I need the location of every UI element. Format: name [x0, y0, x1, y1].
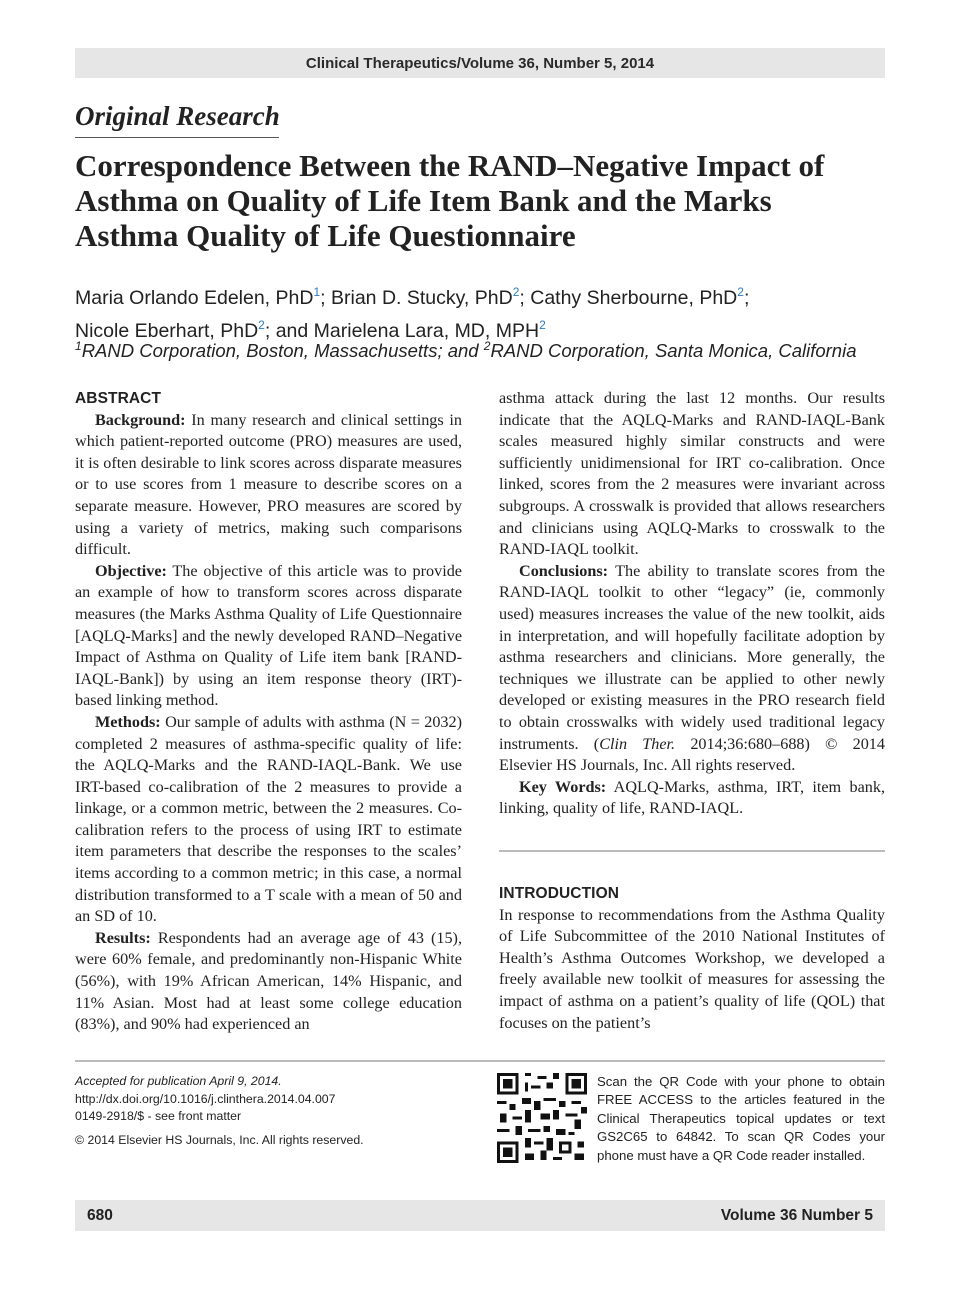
- accepted-date: Accepted for publication April 9, 2014.: [75, 1074, 282, 1088]
- introduction-section: [499, 883, 885, 1034]
- qr-instructions: Scan the QR Code with your phone to obtain FREE ACCESS to the articles featured in the Clinical Therapeutics topical updates or text GS2C65 to 64842. To scan QR Codes your phone must have a QR Code reader installed.: [597, 1074, 885, 1163]
- author-name: Nicole Eberhart, PhD: [75, 320, 259, 342]
- doi-link[interactable]: http://dx.doi.org/10.1016/j.clinthera.2014.04.007: [75, 1091, 336, 1106]
- author-affiliation-link[interactable]: 2: [539, 318, 546, 332]
- author-affiliation-link[interactable]: 1: [313, 285, 321, 299]
- abstract-left-column: [75, 388, 462, 1036]
- section-label: Original Research: [75, 101, 280, 131]
- author-affiliation-link[interactable]: 2: [737, 285, 744, 299]
- introduction-text: In response to recommendations from the Asthma Quality of Life Subcommittee of the 2010 National Institutes of Health’s Asthma Outcomes Workshop, we developed a freely available new toolkit of measures for assessing the impact of asthma on a patient’s quality of life (QOL) that focuses on the patient’s: [499, 905, 885, 1032]
- journal-header: Clinical Therapeutics/Volume 36, Number 5, 2014: [75, 48, 885, 78]
- abstract-divider: [499, 850, 885, 852]
- page-number: 680: [87, 1207, 113, 1224]
- section-underline: [75, 137, 279, 138]
- author-name: Marielena Lara, MD, MPH: [313, 320, 540, 342]
- abstract-right-column: [499, 388, 885, 820]
- abstract-keywords: Key Words: AQLQ-Marks, asthma, IRT, item bank, linking, quality of life, RAND-IAQL.: [499, 777, 885, 818]
- abstract-methods: Methods: Our sample of adults with asthma (N = 2032) completed 2 measures of asthma-specific quality of life: the AQLQ-Marks and the RAND-IAQL-Bank. We use IRT-based co-calibration of the 2 measures to provide a linkage, or a common metric, between the 2 measures. Co-calibration refers to the process of using IRT to estimate item parameters that describe the responses to the scales’ items according to a common metric; in this case, a normal distribution transformed to a T scale with a mean of 50 and an SD of 10.: [75, 712, 462, 926]
- abstract-heading: ABSTRACT: [75, 390, 162, 407]
- abstract-results: Results: Respondents had an average age of 43 (15), were 60% female, and predominantly non-Hispanic White (56%), with 19% African American, 14% Hispanic, and 11% Asian. Most had at least some college education (83%), and 90% had experienced an: [75, 928, 462, 1034]
- issn: 0149-2918/$ - see front matter: [75, 1109, 242, 1124]
- abstract-background: Background: In many research and clinical settings in which patient-reported outcome (PRO) measures are used, it is often desirable to link scores across disparate measures or to use scores from 1 measure to describe scores on a separate measure. However, PRO measures are scored by using a variety of metrics, making such comparisons difficult.: [75, 410, 462, 559]
- abstract-objective: Objective: The objective of this article was to provide an example of how to transform scores across disparate measures (the Marks Asthma Quality of Life Questionnaire [AQLQ-Marks] and the newly developed RAND–Negative Impact of Asthma on Quality of Life item bank [RAND-IAQL-Bank]) by using an item response theory (IRT)-based linking method.: [75, 561, 462, 710]
- page-footer: [75, 1200, 885, 1231]
- introduction-heading: INTRODUCTION: [499, 885, 620, 902]
- author-affiliation-link[interactable]: 2: [258, 318, 265, 332]
- author-name: Maria Orlando Edelen, PhD: [75, 287, 314, 309]
- abstract-results-continued: asthma attack during the last 12 months. Our results indicate that the AQLQ-Marks and RAND-IAQL-Bank scales measured highly similar constructs and were sufficiently unidimensional for IRT co-calibration. Once linked, scores from the 2 measures were invariant across subgroups. A crosswalk is provided that allows researchers and clinicians using AQLQ-Marks to crosswalk to the RAND-IAQL toolkit.: [499, 389, 885, 559]
- abstract-conclusions: Conclusions: The ability to translate scores from the RAND-IAQL toolkit to other “legacy” (ie, commonly used) measures increases the value of the new toolkit, aids in interpretation, and will hopefully facilitate adoption by asthma researchers and clinicians. More generally, the techniques we illustrate can be applied to other newly developed or existing measures in the PRO research field to obtain crosswalks with widely used traditional legacy instruments. (Clin Ther. 2014;36:680–688) © 2014 Elsevier HS Journals, Inc. All rights reserved.: [499, 561, 885, 775]
- author-affiliation-link[interactable]: 2: [512, 285, 520, 299]
- affiliations: $^1$RAND Corporation, Boston, Massachusetts; and $^2$RAND Corporation, Santa Monica, California: [75, 339, 857, 361]
- author-list: Maria Orlando Edelen, PhD$^1$; Brian D. Stucky, PhD$^2$; Cathy Sherbourne, PhD$^2$; Nicole Eberhart, PhD$^2$; and Marielena Lara, MD, MPH$^2$: [75, 285, 750, 342]
- footnote-divider: [75, 1060, 885, 1062]
- article-footnotes: [75, 1073, 475, 1149]
- copyright: © 2014 Elsevier HS Journals, Inc. All rights reserved.: [75, 1132, 364, 1147]
- qr-code-icon[interactable]: [497, 1073, 587, 1163]
- author-name: Brian D. Stucky, PhD: [331, 287, 513, 309]
- volume-info: Volume 36 Number 5: [720, 1207, 873, 1224]
- author-name: Cathy Sherbourne, PhD: [530, 287, 738, 309]
- article-title: Correspondence Between the RAND–Negative Impact of Asthma on Quality of Life Item Bank and the Marks Asthma Quality of Life Questionnaire: [75, 148, 825, 253]
